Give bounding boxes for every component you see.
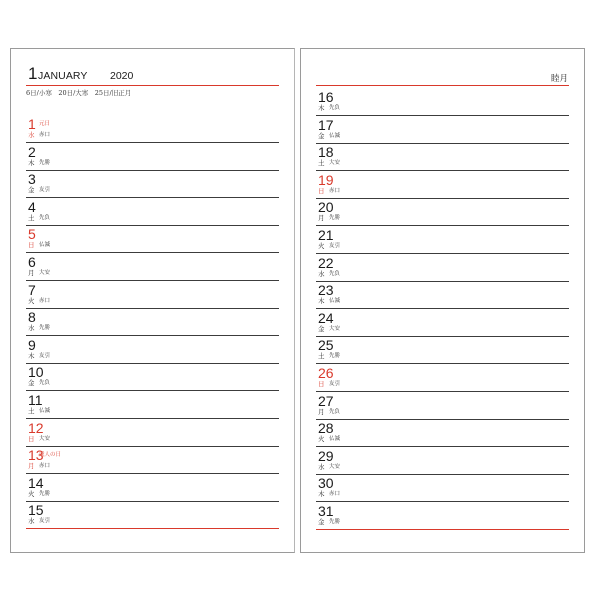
rokuyo-label: 先勝 xyxy=(39,490,51,497)
month-name: JANUARY xyxy=(38,70,88,82)
rokuyo-label: 先負 xyxy=(329,270,341,277)
day-row xyxy=(26,337,279,364)
day-row xyxy=(26,309,279,336)
day-number: 9 xyxy=(28,336,36,353)
rokuyo-label: 友引 xyxy=(39,352,51,359)
day-row xyxy=(26,116,279,143)
day-number: 11 xyxy=(28,392,43,408)
rokuyo-label: 先勝 xyxy=(329,519,341,525)
day-number: 10 xyxy=(28,364,44,381)
weekday-label: 土 xyxy=(318,352,325,361)
weekday-label: 水 xyxy=(318,462,325,471)
header-rule-right xyxy=(316,85,569,86)
day-number: 13 xyxy=(28,447,44,464)
day-number: 23 xyxy=(318,282,334,299)
rokuyo-label: 赤口 xyxy=(39,132,51,138)
rokuyo-label: 大安 xyxy=(39,435,51,442)
weekday-label: 月 xyxy=(28,269,35,277)
day-row xyxy=(26,282,279,309)
rokuyo-label: 大安 xyxy=(329,325,341,332)
weekday-label: 木 xyxy=(28,351,35,360)
solar-terms-note: 6日/小寒 20日/大寒 25日/旧正月 xyxy=(26,89,132,97)
day-row xyxy=(316,199,569,226)
weekday-label: 木 xyxy=(318,490,325,499)
weekday-label: 日 xyxy=(318,380,325,388)
weekday-label: 土 xyxy=(28,213,35,222)
day-row xyxy=(26,171,279,198)
rokuyo-label: 先負 xyxy=(329,105,341,111)
day-number: 30 xyxy=(318,475,334,492)
weekday-label: 金 xyxy=(28,186,35,195)
day-number: 15 xyxy=(28,502,44,519)
day-divider xyxy=(316,529,569,530)
day-row xyxy=(316,89,569,116)
day-row xyxy=(316,310,569,337)
day-row xyxy=(26,226,279,253)
day-number: 27 xyxy=(318,392,334,409)
right-page xyxy=(300,48,585,553)
day-row xyxy=(26,199,279,226)
weekday-label: 水 xyxy=(28,517,35,526)
day-row xyxy=(316,365,569,392)
rokuyo-label: 先負 xyxy=(329,408,341,415)
day-divider xyxy=(26,528,279,529)
day-number: 7 xyxy=(28,281,36,298)
day-row xyxy=(316,448,569,475)
day-row xyxy=(316,117,569,144)
day-number: 29 xyxy=(318,447,334,464)
rokuyo-label: 大安 xyxy=(329,160,341,167)
day-number: 19 xyxy=(318,171,334,188)
day-row xyxy=(316,503,569,530)
day-number: 31 xyxy=(318,503,334,519)
header-rule xyxy=(26,85,279,86)
day-number: 21 xyxy=(318,227,334,243)
day-number: 8 xyxy=(28,309,36,326)
weekday-label: 水 xyxy=(28,324,35,333)
rokuyo-label: 先負 xyxy=(39,214,51,221)
day-number: 25 xyxy=(318,337,334,354)
day-row xyxy=(316,475,569,502)
day-row xyxy=(26,475,279,502)
day-number: 24 xyxy=(318,309,334,326)
rokuyo-label: 赤口 xyxy=(39,297,51,304)
rokuyo-label: 先勝 xyxy=(39,325,51,332)
day-row xyxy=(26,144,279,171)
rokuyo-label: 赤口 xyxy=(39,463,51,470)
weekday-label: 月 xyxy=(318,407,325,416)
rokuyo-label: 先勝 xyxy=(329,353,341,360)
day-number: 1 xyxy=(28,116,36,132)
month-header xyxy=(26,65,279,86)
year-label: 2020 xyxy=(110,70,134,82)
rokuyo-label: 仏滅 xyxy=(329,436,341,443)
weekday-label: 月 xyxy=(318,214,325,223)
day-number: 5 xyxy=(28,226,36,243)
weekday-label: 金 xyxy=(318,518,325,526)
weekday-label: 土 xyxy=(28,407,35,415)
weekday-label: 木 xyxy=(318,297,325,306)
rokuyo-label: 友引 xyxy=(329,243,341,249)
day-row xyxy=(316,227,569,254)
rokuyo-label: 先勝 xyxy=(329,215,341,222)
day-number: 28 xyxy=(318,420,334,437)
day-row xyxy=(316,255,569,282)
japanese-month-name: 睦月 xyxy=(550,74,568,84)
day-row xyxy=(26,502,279,529)
weekday-label: 木 xyxy=(28,158,35,167)
day-row xyxy=(316,337,569,364)
rokuyo-label: 先負 xyxy=(39,380,51,387)
rokuyo-label: 友引 xyxy=(329,381,341,387)
weekday-label: 火 xyxy=(28,489,35,498)
day-row xyxy=(316,144,569,171)
day-row xyxy=(26,364,279,391)
holiday-label: 元日 xyxy=(39,121,51,127)
holiday-label: 成人の日 xyxy=(39,452,62,459)
weekday-label: 火 xyxy=(318,435,325,444)
weekday-label: 木 xyxy=(318,104,325,112)
rokuyo-label: 先勝 xyxy=(39,159,51,166)
day-row xyxy=(316,393,569,420)
weekday-label: 日 xyxy=(28,434,35,443)
day-row xyxy=(316,282,569,309)
weekday-label: 水 xyxy=(318,269,325,278)
day-number: 16 xyxy=(318,89,334,105)
left-page xyxy=(10,48,295,553)
weekday-label: 金 xyxy=(318,324,325,333)
day-number: 12 xyxy=(28,419,44,436)
day-row xyxy=(26,392,279,419)
rokuyo-label: 仏滅 xyxy=(39,408,51,414)
day-row xyxy=(26,254,279,281)
rokuyo-label: 赤口 xyxy=(329,491,341,498)
day-number: 6 xyxy=(28,254,36,270)
weekday-label: 金 xyxy=(28,379,35,388)
weekday-label: 日 xyxy=(28,241,35,250)
rokuyo-label: 友引 xyxy=(39,518,51,525)
day-number: 14 xyxy=(28,474,44,491)
weekday-label: 日 xyxy=(318,186,325,195)
weekday-label: 火 xyxy=(28,296,35,305)
rokuyo-label: 仏滅 xyxy=(329,132,341,139)
day-number: 17 xyxy=(318,116,334,133)
rokuyo-label: 仏滅 xyxy=(329,298,341,305)
day-number: 22 xyxy=(318,254,334,271)
rokuyo-label: 大安 xyxy=(39,270,51,276)
day-number: 26 xyxy=(318,365,334,381)
day-number: 20 xyxy=(318,199,334,216)
day-row xyxy=(26,420,279,447)
day-number: 2 xyxy=(28,143,36,160)
day-number: 4 xyxy=(28,198,36,215)
rokuyo-label: 仏滅 xyxy=(39,242,51,249)
weekday-label: 火 xyxy=(318,242,325,250)
day-number: 3 xyxy=(28,171,36,188)
weekday-label: 土 xyxy=(318,159,325,168)
day-row xyxy=(316,420,569,447)
month-number: 1 xyxy=(28,64,38,83)
weekday-label: 月 xyxy=(28,462,35,471)
rokuyo-label: 友引 xyxy=(39,187,51,194)
day-row xyxy=(316,172,569,199)
weekday-label: 水 xyxy=(28,131,35,139)
rokuyo-label: 赤口 xyxy=(329,187,341,194)
weekday-label: 金 xyxy=(318,131,325,140)
rokuyo-label: 大安 xyxy=(329,463,341,470)
day-number: 18 xyxy=(318,144,334,161)
day-row xyxy=(26,447,279,474)
